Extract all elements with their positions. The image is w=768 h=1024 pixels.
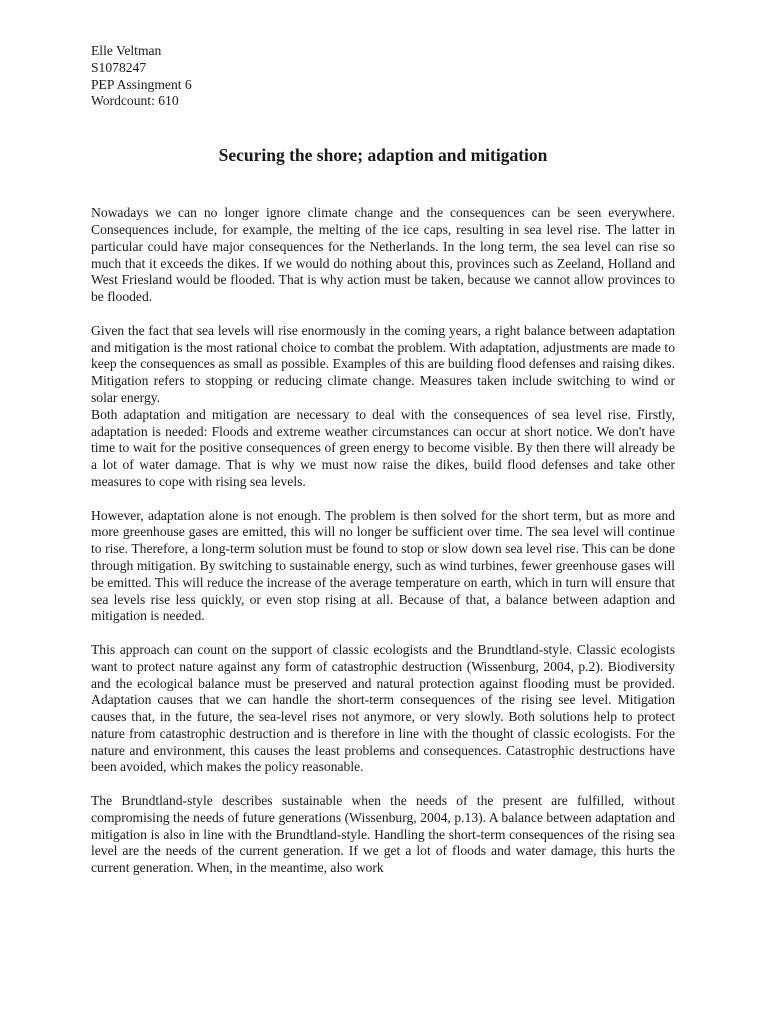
paragraph-mitigation: However, adaptation alone is not enough. The problem is then solved for the short term, but as more and more greenhouse gases are emitted, this will no longer be sufficient over time. The sea level will continue to rise. Therefore, a long-term solution must be found to stop or slow down sea level rise. This can be done through mitigation. By switching to sustainable energy, such as wind turbines, fewer greenhouse gases will be emitted. This will reduce the increase of the average temperature on earth, which in turn will ensure that sea levels rise less quickly, or even stop rising at all. Because of that, a balance between adaption and mitigation is needed. [91,507,675,624]
document-body [91,205,675,877]
paragraph-intro: Nowadays we can no longer ignore climate change and the consequences can be seen everywhere. Consequences include, for example, the melting of the ice caps, resulting in sea level rise. The latter in particular could have major consequences for the Netherlands. In the long term, the sea level can rise so much that it exceeds the dikes. If we would do nothing about this, provinces such as Zeeland, Holland and West Friesland would be flooded. That is why action must be taken, because we cannot allow provinces to be flooded. [91,205,675,305]
document-page [91,43,675,877]
paragraph-balance: Given the fact that sea levels will rise enormously in the coming years, a right balance between adaptation and mitigation is the most rational choice to combat the problem. With adaptation, adjustments are made to keep the consequences as small as possible. Examples of this are building flood defenses and raising dikes. Mitigation refers to stopping or reducing climate change. Measures taken include switching to wind or solar energy. [91,322,675,405]
paragraph-classic-ecologists: This approach can count on the support of classic ecologists and the Brundtland-style. Classic ecologists want to protect nature against any form of catastrophic destruction (Wissenburg, 2004, p.2). Biodiversity and the ecological balance must be preserved and natural protection against flooding must be provided. Adaptation causes that we can handle the short-term consequences of the rising see level. Mitigation causes that, in the future, the sea-level rises not anymore, or very slowly. Both solutions help to protect nature from catastrophic destruction and is therefore in line with the thought of classic ecologists. For the nature and environment, this causes the least problems and consequences. Catastrophic destructions have been avoided, which makes the policy reasonable. [91,641,675,775]
author-name: Elle Veltman [91,43,162,58]
wordcount: Wordcount: 610 [91,93,179,109]
paragraph-brundtland: The Brundtland-style describes sustainable when the needs of the present are fulfilled, without compromising the needs of future generations (Wissenburg, 2004, p.13). A balance between adaptation and mitigation is also in line with the Brundtland-style. Handling the short-term consequences of the rising sea level are the needs of the current generation. If we get a lot of floods and water damage, this hurts the current generation. When, in the meantime, also work [91,793,675,876]
assignment-name: PEP Assingment 6 [91,76,192,92]
document-title: Securing the shore; adaption and mitigation [218,145,548,166]
paragraph-adaptation: Both adaptation and mitigation are necessary to deal with the consequences of sea level rise. Firstly, adaptation is needed: Floods and extreme weather circumstances can occur at short notice. We don't have time to wait for the positive consequences of green energy to become visible. By then there will already be a lot of water damage. That is why we must now raise the dikes, build flood defenses and take other measures to cope with rising sea levels. [91,406,675,489]
student-number: S1078247 [91,59,147,75]
